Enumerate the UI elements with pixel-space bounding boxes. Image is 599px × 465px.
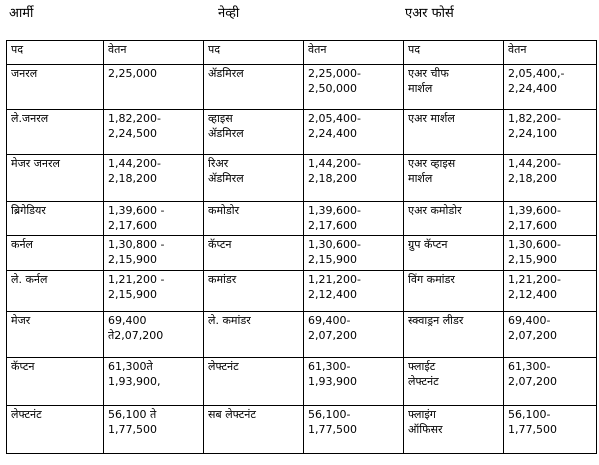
army-rank-cell: ब्रिगेडियर	[7, 202, 104, 236]
af-rank-cell: एअर कमोडोर	[404, 202, 504, 236]
navy-pay-cell: 1,30,600- 2,15,900	[304, 236, 404, 271]
army-pay-cell: 1,39,600 - 2,17,600	[104, 202, 204, 236]
army-rank-cell: लेफ्टनंट	[7, 406, 104, 454]
army-pay-cell: 2,25,000	[104, 65, 204, 110]
table-row	[7, 236, 597, 271]
army-pay-cell: 1,30,800 - 2,15,900	[104, 236, 204, 271]
army-rank-cell: कर्नल	[7, 236, 104, 271]
af-pay-cell: 1,82,200- 2,24,100	[504, 110, 597, 155]
navy-rank-cell: कमांडर	[204, 271, 304, 312]
af-rank-cell: फ्लाईट लेफ्टनंट	[404, 358, 504, 406]
table-row	[7, 110, 597, 155]
table-row	[7, 202, 597, 236]
af-rank-cell: विंग कमांडर	[404, 271, 504, 312]
army-rank-cell: कॅप्टन	[7, 358, 104, 406]
navy-pay-cell: 2,05,400- 2,24,400	[304, 110, 404, 155]
af-rank-cell: ग्रुप कॅप्टन	[404, 236, 504, 271]
navy-rank-cell: कमोडोर	[204, 202, 304, 236]
af-rank-cell: एअर मार्शल	[404, 110, 504, 155]
army-pay-cell: 61,300ते 1,93,900,	[104, 358, 204, 406]
navy-pay-cell: 2,25,000- 2,50,000	[304, 65, 404, 110]
navy-rank-cell: लेफ्टनंट	[204, 358, 304, 406]
af-rank-cell: स्क्वाड्रन लीडर	[404, 312, 504, 358]
af-pay-cell: 2,05,400,- 2,24,400	[504, 65, 597, 110]
navy-pay-cell: 69,400- 2,07,200	[304, 312, 404, 358]
table-header-row	[7, 41, 597, 65]
army-pay-cell: 56,100 ते 1,77,500	[104, 406, 204, 454]
army-rank-cell: ले.जनरल	[7, 110, 104, 155]
table-row	[7, 312, 597, 358]
army-rank-cell: ले. कर्नल	[7, 271, 104, 312]
navy-pay-cell: 61,300- 1,93,900	[304, 358, 404, 406]
column-header-navy-pay: वेतन	[304, 41, 404, 65]
navy-pay-cell: 1,39,600- 2,17,600	[304, 202, 404, 236]
rank-pay-table	[6, 40, 597, 454]
af-pay-cell: 61,300- 2,07,200	[504, 358, 597, 406]
af-pay-cell: 1,30,600- 2,15,900	[504, 236, 597, 271]
column-header-army-rank: पद	[7, 41, 104, 65]
af-rank-cell: फ्लाइंग ऑफिसर	[404, 406, 504, 454]
navy-heading: नेव्ही	[218, 6, 240, 21]
navy-rank-cell: सब लेफ्टनंट	[204, 406, 304, 454]
navy-pay-cell: 56,100- 1,77,500	[304, 406, 404, 454]
navy-pay-cell: 1,21,200- 2,12,400	[304, 271, 404, 312]
army-pay-cell: 1,21,200 - 2,15,900	[104, 271, 204, 312]
af-rank-cell: एअर चीफ मार्शल	[404, 65, 504, 110]
af-pay-cell: 69,400- 2,07,200	[504, 312, 597, 358]
af-rank-cell: एअर व्हाइस मार्शल	[404, 155, 504, 202]
army-pay-cell: 69,400 ते2,07,200	[104, 312, 204, 358]
navy-pay-cell: 1,44,200- 2,18,200	[304, 155, 404, 202]
column-header-af-rank: पद	[404, 41, 504, 65]
army-heading: आर्मी	[9, 6, 34, 21]
column-header-navy-rank: पद	[204, 41, 304, 65]
af-pay-cell: 1,21,200- 2,12,400	[504, 271, 597, 312]
af-pay-cell: 56,100- 1,77,500	[504, 406, 597, 454]
table-row	[7, 155, 597, 202]
army-pay-cell: 1,82,200- 2,24,500	[104, 110, 204, 155]
column-header-af-pay: वेतन	[504, 41, 597, 65]
table-row	[7, 65, 597, 110]
table-row	[7, 358, 597, 406]
navy-rank-cell: रिअर ॲडमिरल	[204, 155, 304, 202]
table-row	[7, 271, 597, 312]
navy-rank-cell: व्हाइस ॲडमिरल	[204, 110, 304, 155]
army-rank-cell: मेजर	[7, 312, 104, 358]
air-force-heading: एअर फोर्स	[405, 6, 454, 21]
navy-rank-cell: ले. कमांडर	[204, 312, 304, 358]
navy-rank-cell: कॅप्टन	[204, 236, 304, 271]
army-pay-cell: 1,44,200- 2,18,200	[104, 155, 204, 202]
column-header-army-pay: वेतन	[104, 41, 204, 65]
army-rank-cell: जनरल	[7, 65, 104, 110]
table-row	[7, 406, 597, 454]
navy-rank-cell: ॲडमिरल	[204, 65, 304, 110]
army-rank-cell: मेजर जनरल	[7, 155, 104, 202]
af-pay-cell: 1,44,200- 2,18,200	[504, 155, 597, 202]
af-pay-cell: 1,39,600- 2,17,600	[504, 202, 597, 236]
